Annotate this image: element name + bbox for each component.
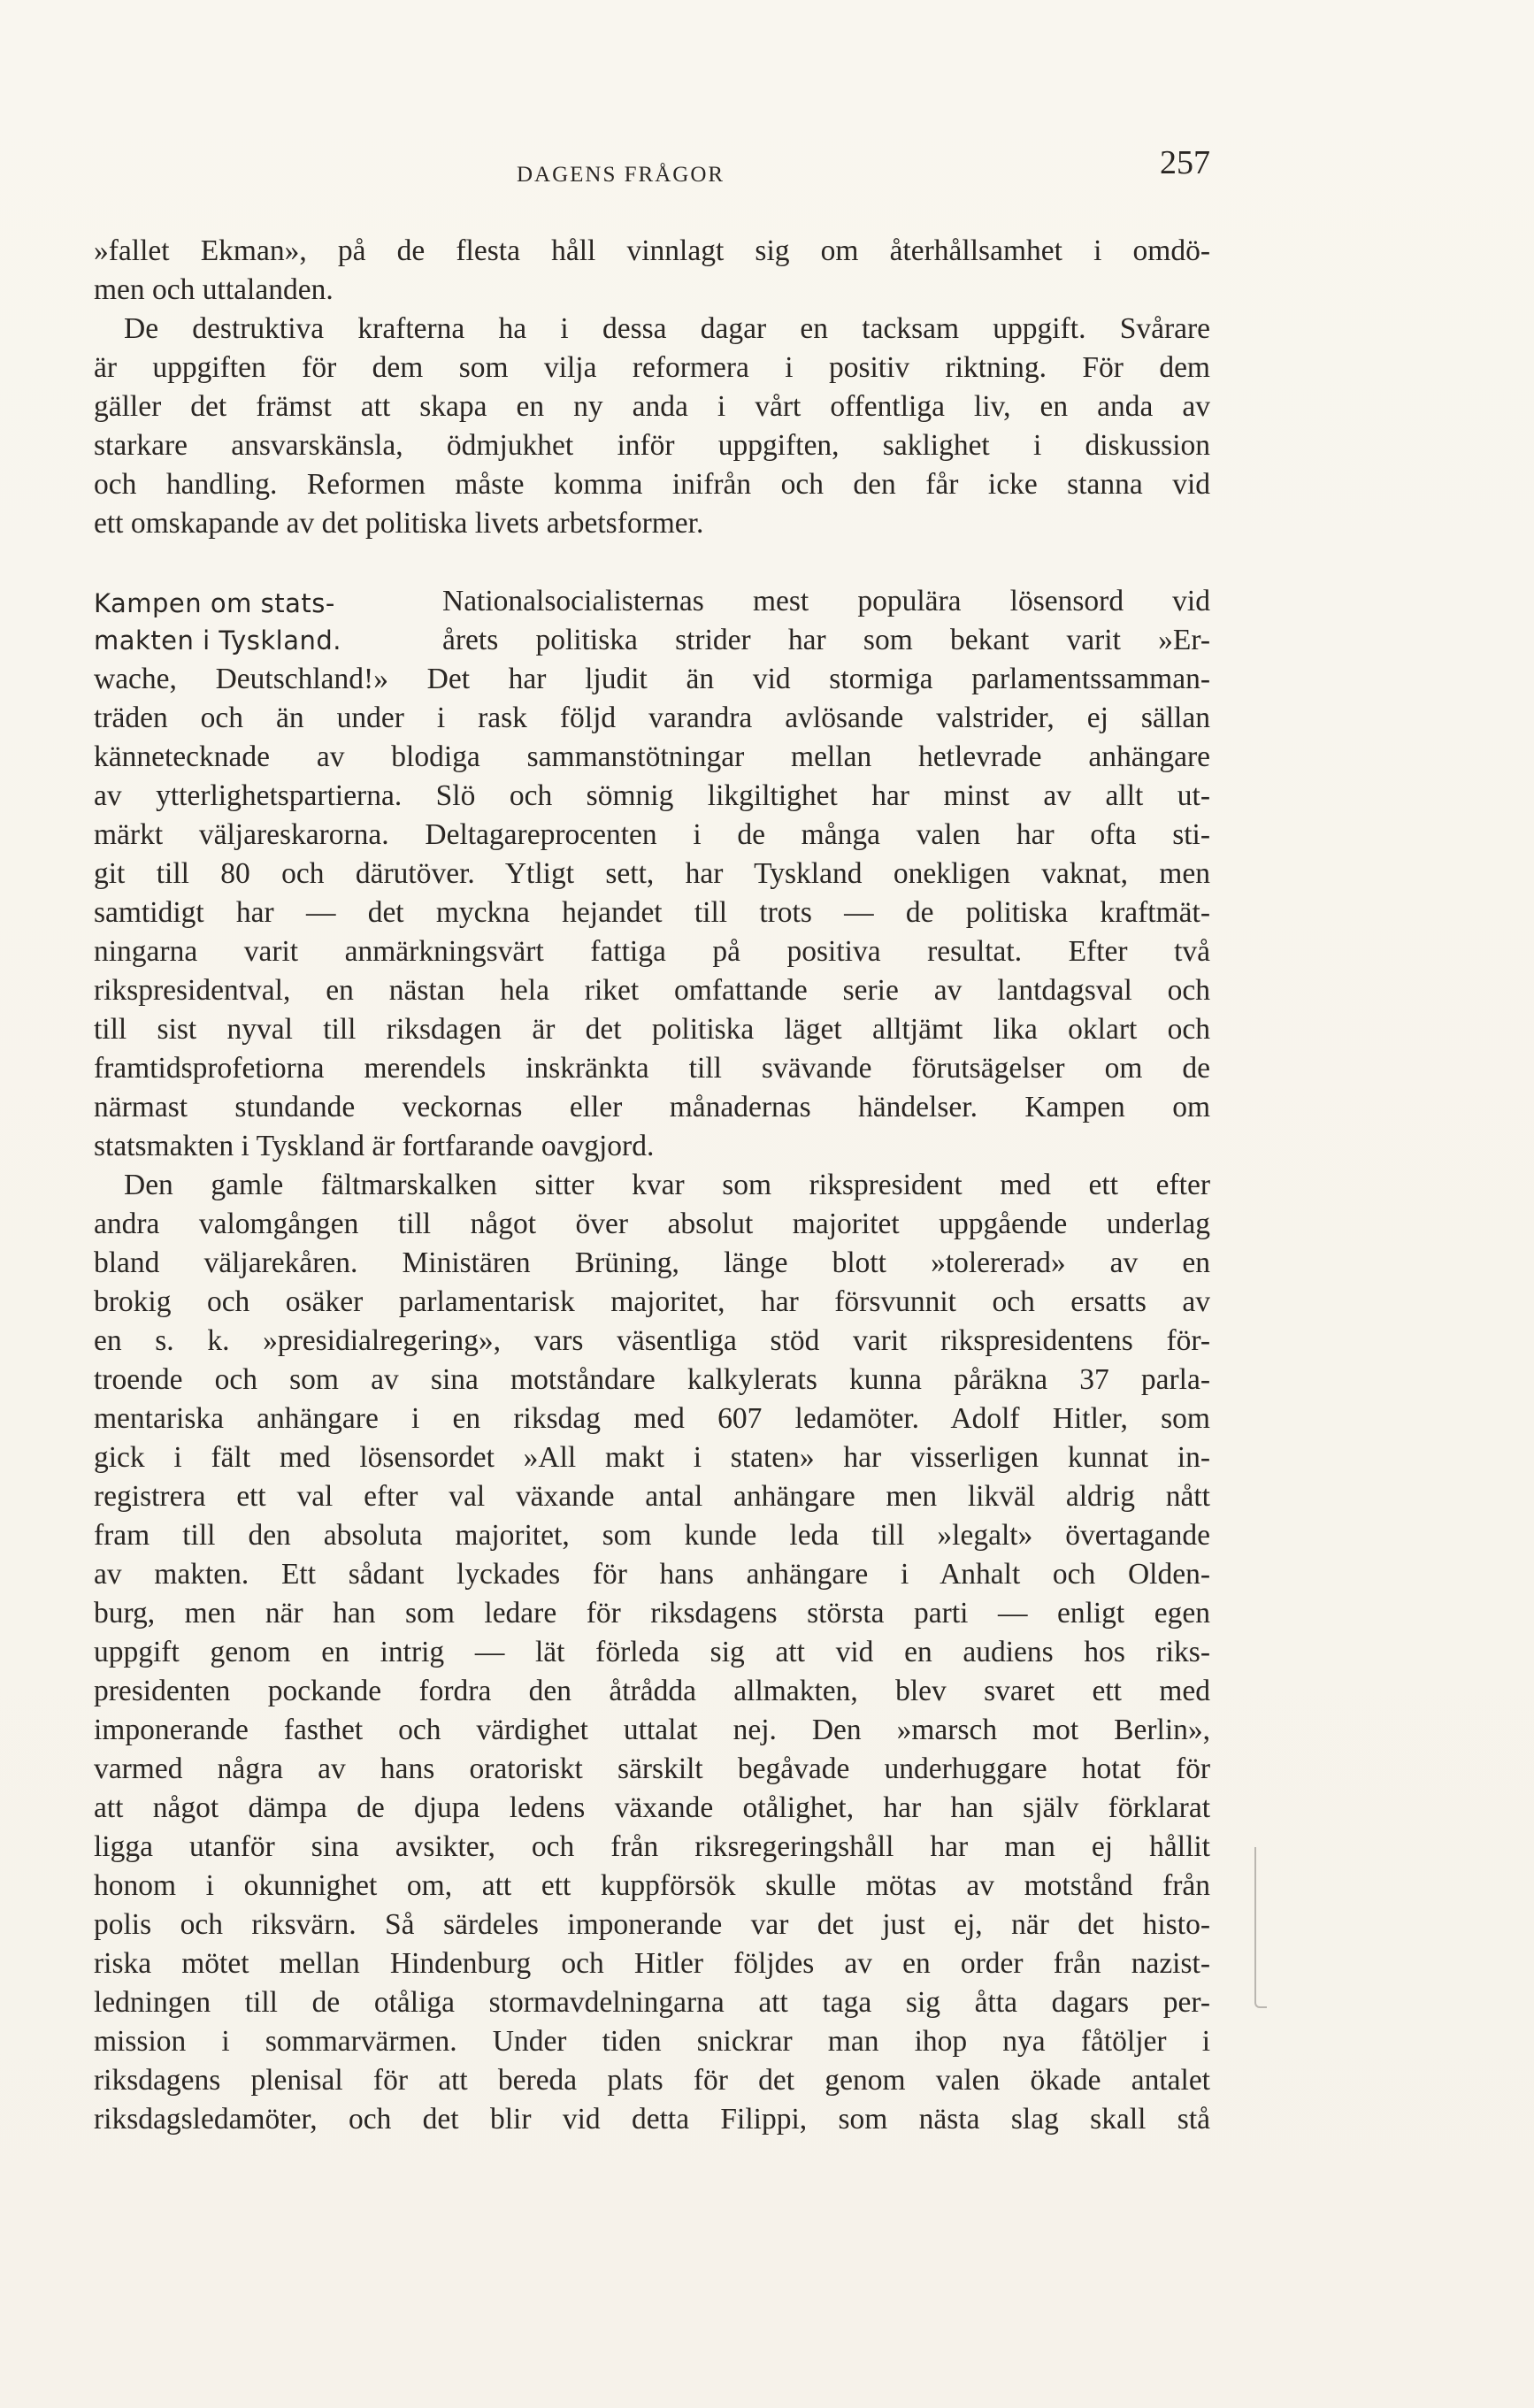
text-line: gäller det främst att skapa en ny anda i vårt offentliga liv, en anda av <box>94 390 1210 423</box>
text-line: wache, Deutschland!» Det har ljudit än vid stormiga parlamentssamman- <box>94 663 1210 695</box>
text-line: riksdagens plenisal för att bereda plats för det genom valen ökade antalet <box>94 2064 1210 2097</box>
text-line: till sist nyval till riksdagen är det politiska läget alltjämt lika oklart och <box>94 1013 1210 1046</box>
text-line: uppgift genom en intrig — lät förleda sig att vid en audiens hos riks- <box>94 1636 1210 1668</box>
text-line: närmast stundande veckornas eller månadernas händelser. Kampen om <box>94 1091 1210 1123</box>
text-line: kännetecknade av blodiga sammanstötningar mellan hetlevrade anhängare <box>94 740 1210 773</box>
text-line: ledningen till de otåliga stormavdelningarna att taga sig åtta dagars per- <box>94 1986 1210 2019</box>
text-line: brokig och osäker parlamentarisk majoritet, har försvunnit och ersatts av <box>94 1285 1210 1318</box>
text-line: att något dämpa de djupa ledens växande otålighet, har han själv förklarat <box>94 1791 1210 1824</box>
text-line: troende och som av sina motståndare kalkylerats kunna påräkna 37 parla- <box>94 1363 1210 1396</box>
text-line: gick i fält med lösensordet »All makt i staten» har visserligen kunnat in- <box>94 1441 1210 1474</box>
text-line: samtidigt har — det myckna hejandet till trots — de politiska kraftmät- <box>94 896 1210 929</box>
text-line: honom i okunnighet om, att ett kuppförsök skulle mötas av motstånd från <box>94 1869 1210 1902</box>
text-line: statsmakten i Tyskland är fortfarande oavgjord. <box>94 1130 655 1162</box>
text-line: av makten. Ett sådant lyckades för hans anhängare i Anhalt och Olden- <box>94 1558 1210 1591</box>
text-line: andra valomgången till något över absolut majoritet uppgående underlag <box>94 1208 1210 1240</box>
text-line: riksdagsledamöter, och det blir vid detta Filippi, som nästa slag skall stå <box>94 2103 1210 2136</box>
text-line: mission i sommarvärmen. Under tiden snickrar man ihop nya fåtöljer i <box>94 2025 1210 2058</box>
text-line: Den gamle fältmarskalken sitter kvar som rikspresident med ett efter <box>124 1169 1210 1201</box>
text-line: De destruktiva krafterna ha i dessa dagar en tacksam uppgift. Svårare <box>124 312 1210 345</box>
text-line: riska mötet mellan Hindenburg och Hitler följdes av en order från nazist- <box>94 1947 1210 1980</box>
text-line: Nationalsocialisternas mest populära lösensord vid <box>442 585 1210 617</box>
page-number: 257 <box>1160 144 1210 181</box>
text-line: framtidsprofetiorna merendels inskränkta till svävande förutsägelser om de <box>94 1052 1210 1085</box>
margin-pencil-mark <box>1254 1847 1267 2008</box>
text-line: presidenten pockande fordra den åtrådda allmakten, blev svaret ett med <box>94 1675 1210 1707</box>
running-title: DAGENS FRÅGOR <box>517 163 725 187</box>
text-line: ligga utanför sina avsikter, och från riksregeringshåll har man ej hållit <box>94 1830 1210 1863</box>
text-line: bland väljarekåren. Ministären Brüning, länge blott »tolererad» av en <box>94 1246 1210 1279</box>
text-line: registrera ett val efter val växande antal anhängare men likväl aldrig nått <box>94 1480 1210 1513</box>
text-line: och handling. Reformen måste komma inifrån och den får icke stanna vid <box>94 468 1210 501</box>
text-line: burg, men när han som ledare för riksdagens största parti — enligt egen <box>94 1597 1210 1630</box>
text-line: är uppgiften för dem som vilja reformera i positiv riktning. För dem <box>94 351 1210 384</box>
text-line: starkare ansvarskänsla, ödmjukhet inför uppgiften, saklighet i diskussion <box>94 429 1210 462</box>
text-line: av ytterlighetspartierna. Slö och sömnig likgiltighet har minst av allt ut- <box>94 779 1210 812</box>
text-line: men och uttalanden. <box>94 273 334 306</box>
text-line: git till 80 och därutöver. Ytligt sett, har Tyskland onekligen vaknat, men <box>94 857 1210 890</box>
text-line: en s. k. »presidialregering», vars väsentliga stöd varit rikspresidentens för- <box>94 1324 1210 1357</box>
text-line: varmed några av hans oratoriskt särskilt begåvade underhuggare hotat för <box>94 1752 1210 1785</box>
text-line: ningarna varit anmärkningsvärt fattiga på positiva resultat. Efter två <box>94 935 1210 968</box>
text-line: årets politiska strider har som bekant varit »Er- <box>442 624 1210 656</box>
text-line: mentariska anhängare i en riksdag med 607 ledamöter. Adolf Hitler, som <box>94 1402 1210 1435</box>
text-line: polis och riksvärn. Så särdeles imponerande var det just ej, när det histo- <box>94 1908 1210 1941</box>
text-line: fram till den absoluta majoritet, som kunde leda till »legalt» övertagande <box>94 1519 1210 1552</box>
text-line: rikspresidentval, en nästan hela riket omfattande serie av lantdagsval och <box>94 974 1210 1007</box>
text-line: träden och än under i rask följd varandra avlösande valstrider, ej sällan <box>94 702 1210 734</box>
text-line: »fallet Ekman», på de flesta håll vinnlagt sig om återhållsamhet i omdö- <box>94 234 1210 267</box>
section-heading-line-1: Kampen om stats- <box>94 588 335 618</box>
text-line: imponerande fasthet och värdighet uttalat nej. Den »marsch mot Berlin», <box>94 1714 1210 1746</box>
section-heading-line-2: makten i Tyskland. <box>94 625 341 656</box>
page-header <box>94 143 1210 196</box>
text-line: märkt väljareskarorna. Deltagareprocenten i de många valen har ofta sti- <box>94 818 1210 851</box>
text-line: ett omskapande av det politiska livets arbetsformer. <box>94 507 704 540</box>
